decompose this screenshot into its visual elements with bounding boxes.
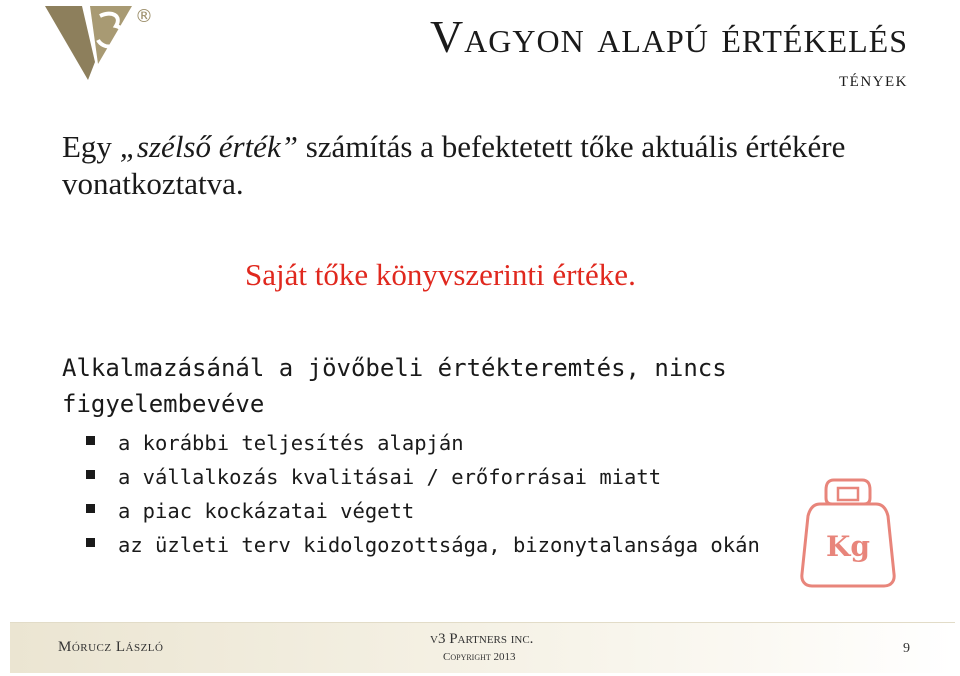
- para1-start: Egy: [62, 129, 120, 164]
- bullet-square-icon: [86, 470, 95, 479]
- bullet-text: a vállalkozás kvalitásai / erőforrásai miatt: [118, 465, 662, 489]
- bullet-text: az üzleti terv kidolgozottsága, bizonytalansága okán: [118, 533, 760, 557]
- list-item: [86, 460, 760, 494]
- definition-paragraph: [62, 128, 922, 202]
- para1-end: számítás a befektetett tőke aktuális értékére vonatkoztatva.: [62, 129, 846, 201]
- bullet-square-icon: [86, 538, 95, 547]
- limitation-paragraph: Alkalmazásánál a jövőbeli értékteremtés, nincs figyelembevéve: [62, 354, 727, 418]
- list-item: [86, 528, 760, 562]
- bullet-square-icon: [86, 436, 95, 445]
- footer-company: v3 Partners inc.: [430, 631, 534, 647]
- bullet-list: [86, 426, 760, 562]
- weight-icon: [798, 470, 898, 590]
- slide-title: Vagyon alapú értékelés: [429, 11, 908, 62]
- bullet-text: a piac kockázatai végett: [118, 499, 415, 523]
- list-item: [86, 494, 760, 528]
- footer-bar: [10, 622, 955, 673]
- page-number: 9: [903, 641, 910, 656]
- footer-author: Mórucz László: [58, 639, 164, 655]
- slide-subtitle: tények: [839, 66, 908, 91]
- footer-copyright: Copyright 2013: [443, 651, 516, 663]
- weight-label: Kg: [826, 530, 870, 563]
- list-item: [86, 426, 760, 460]
- bullet-text: a korábbi teljesítés alapján: [118, 431, 464, 455]
- registered-mark: ®: [135, 6, 153, 27]
- extreme-value-phrase: „szélső érték”: [119, 129, 298, 164]
- equity-line: Saját tőke könyvszerinti értéke.: [245, 257, 636, 292]
- bullet-square-icon: [86, 504, 95, 513]
